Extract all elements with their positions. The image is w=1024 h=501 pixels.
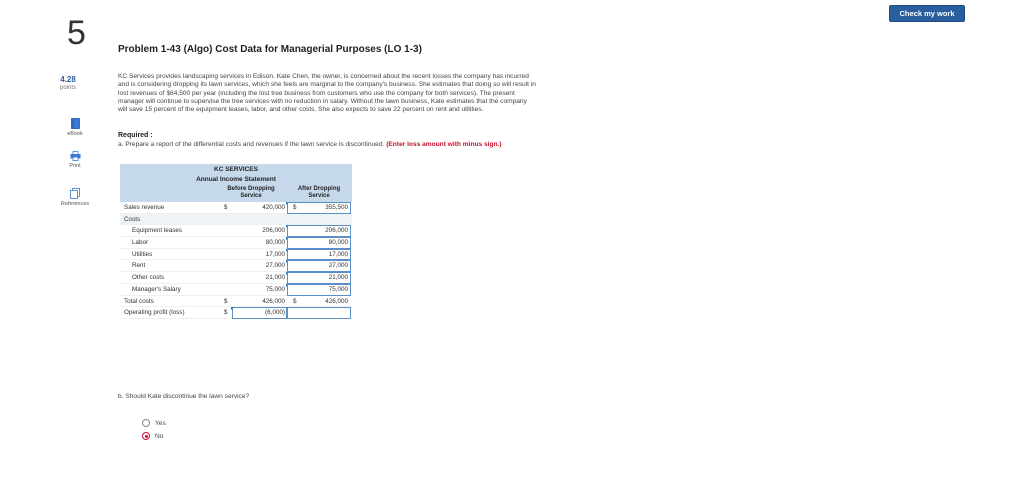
option-yes[interactable] [142,419,166,427]
dollar-sign: $ [224,204,228,211]
cost-label: Equipment leases [132,227,183,235]
operating-profit-row [120,307,352,319]
col-before-header: Before Dropping Service [227,186,275,199]
option-no-label: No [155,432,164,440]
operating-profit-label: Operating profit (loss) [124,309,185,317]
radio-yes[interactable] [142,419,150,427]
column-headers [120,184,352,202]
cost-before: 27,000 [265,262,285,270]
points-value: 4.28 [60,75,76,84]
description-line: will save 15 percent of the equipment leases, labor, and other costs. She also expects to save 22 percent on rent and utilities. [118,106,484,114]
requirement-a-note: (Enter loss amount with minus sign.) [386,141,502,148]
cost-row [120,260,352,272]
total-costs-row [120,296,352,308]
ebook-tool[interactable] [55,118,95,137]
sales-after: 355,500 [325,204,348,211]
cost-after: 80,000 [328,239,348,247]
option-no[interactable] [142,432,163,440]
radio-no[interactable] [142,432,150,440]
points-label: points [59,85,76,91]
requirement-a-text: a. Prepare a report of the differential costs and revenues if the lawn service is discontinued. [118,141,385,148]
col-after-header: After Dropping Service [297,186,341,199]
sales-row [120,202,352,214]
cost-before: 206,000 [262,227,285,235]
total-costs-label: Total costs [124,297,154,305]
cost-row [120,237,352,249]
description-line: and is considering dropping its lawn services, which she feels are marginal to the company's business. She estimates that doing so will result in [118,81,536,89]
book-icon [71,118,80,129]
cost-after: 75,000 [328,285,348,293]
description-line: lost revenues of $64,500 per year (including the lost tree business from customers who use the company for both services). The present [118,89,515,97]
points-block [48,75,88,91]
ebook-label: eBook [67,131,83,137]
cost-after: 27,000 [328,262,348,270]
problem-title: Problem 1-43 (Algo) Cost Data for Managerial Purposes (LO 1-3) [118,44,422,55]
cost-before: 21,000 [265,274,285,282]
print-icon [70,151,81,161]
dollar-sign: $ [224,297,228,305]
operating-profit-after-input[interactable] [287,307,351,319]
required-label: Required : [118,132,153,139]
cost-label: Other costs [132,274,165,282]
sales-label: Sales revenue [124,204,165,211]
cost-label: Labor [132,239,149,247]
cost-after: 21,000 [328,274,348,282]
cost-before: 17,000 [265,250,285,258]
cost-row [120,249,352,261]
cost-after: 17,000 [328,250,348,258]
references-icon [70,188,80,199]
print-tool[interactable] [55,151,95,169]
question-number: 5 [67,14,86,52]
total-after: 426,000 [325,297,348,305]
dollar-sign: $ [293,297,297,305]
cost-label: Rent [132,262,146,270]
problem-description [118,73,658,114]
statement-company: KC SERVICES [120,164,352,174]
cost-after: 206,000 [325,227,348,235]
income-statement-table [120,164,352,319]
cost-label: Manager's Salary [132,285,181,293]
costs-label: Costs [124,215,141,223]
check-my-work-button[interactable]: Check my work [889,5,965,22]
requirement-b: b. Should Kate discontinue the lawn service? [118,393,250,400]
costs-header-row [120,214,352,226]
cost-row [120,225,352,237]
statement-name: Annual Income Statement [120,174,352,184]
option-yes-label: Yes [155,419,166,427]
dollar-sign: $ [293,204,297,211]
cost-row [120,272,352,284]
requirement-a [118,141,502,148]
references-tool[interactable] [55,188,95,207]
references-label: References [60,201,90,207]
cost-row [120,284,352,296]
cost-before: 75,000 [265,285,285,293]
print-label: Print [69,163,81,169]
description-line: KC Services provides landscaping services in Edison. Kate Chen, the owner, is concerned about the recent losses the company has incurred [118,73,529,80]
total-before: 426,000 [262,297,285,305]
sales-before: 420,000 [262,204,285,211]
description-line: manager will continue to supervise the tree services with no reduction in salary. Without the lawn business, Kate estimates that the company [118,97,527,105]
dollar-sign: $ [224,309,228,317]
cost-label: Utilities [132,250,153,258]
operating-profit-before: (6,000) [265,309,285,317]
cost-before: 80,000 [265,239,285,247]
